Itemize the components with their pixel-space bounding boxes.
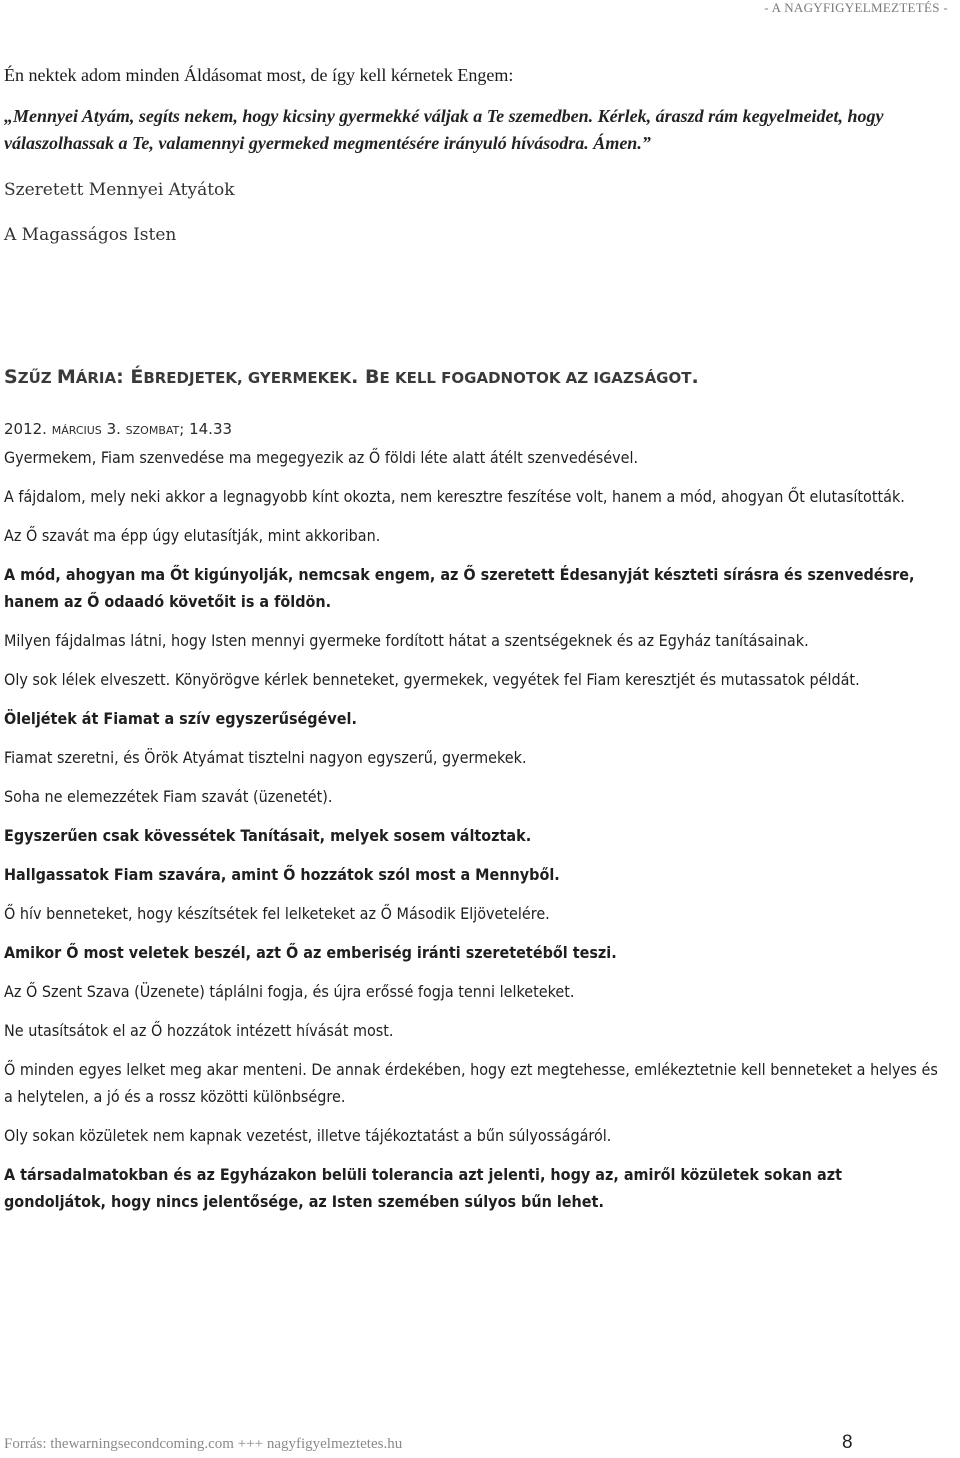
date-month: MÁRCIUS — [51, 424, 102, 437]
paragraph: Az Ő szavát ma épp úgy elutasítják, mint akkoriban. — [4, 526, 381, 545]
paragraph: Az Ő Szent Szava (Üzenete) táplálni fogja, és újra erőssé fogja tenni lelketeket. — [4, 982, 575, 1001]
intro-line: Én nektek adom minden Áldásomat most, de így kell kérnetek Engem: — [4, 65, 514, 85]
paragraph-bold: A mód, ahogyan ma Őt kigúnyolják, nemcsak engem, az Ő szeretett Édesanyját készteti sírásra és szenvedésre, hanem az Ő odaadó követőit is a földön. — [4, 565, 915, 611]
header-cap: N — [784, 0, 794, 15]
paragraph: Soha ne elemezzétek Fiam szavát (üzenetét). — [4, 787, 333, 806]
header-suffix: - — [939, 0, 948, 15]
date-day: 3. — [101, 420, 126, 438]
paragraph: Fiamat szeretni, és Örök Atyámat tisztelni nagyon egyszerű, gyermekek. — [4, 748, 527, 767]
title-part: ÁRIA — [75, 369, 117, 387]
paragraph: Ő hív benneteket, hogy készítsétek fel lelketeket az Ő Második Eljövetelére. — [4, 904, 550, 923]
paragraph: A fájdalom, mely neki akkor a legnagyobb kínt okozta, nem keresztre feszítése volt, hanem a mód, ahogyan Őt elutasították. — [4, 487, 905, 506]
paragraph: Oly sokan közületek nem kapnak vezetést, illetve tájékoztatást a bűn súlyosságáról. — [4, 1126, 612, 1145]
intro-section — [4, 62, 944, 249]
title-part: BREDJETEK, GYERMEKEK — [143, 369, 352, 387]
title-part: M — [56, 366, 76, 388]
title-part: : — [116, 366, 131, 388]
title-part: S — [4, 366, 18, 388]
signature-line-1: Szeretett Mennyei Atyátok — [4, 180, 235, 200]
message-body — [4, 444, 944, 1227]
paragraph-bold: Amikor Ő most veletek beszél, azt Ő az emberiség iránti szeretetéből teszi. — [4, 943, 617, 962]
message-title — [4, 366, 944, 388]
running-header — [764, 0, 948, 16]
paragraph: Milyen fájdalmas látni, hogy Isten mennyi gyermeke fordított hátat a szentségeknek és az Egyház tanításainak. — [4, 631, 809, 650]
signature-line-2: A Magasságos Isten — [4, 225, 177, 245]
title-part: . — [691, 366, 699, 388]
paragraph: Ne utasítsátok el az Ő hozzátok intézett hívását most. — [4, 1021, 394, 1040]
paragraph-bold: A társadalmatokban és az Egyházakon belüli tolerancia azt jelenti, hogy az, amiről közületek sokan azt gondoljátok, hogy nincs jelentősége, az Isten szemében súlyos bűn lehet. — [4, 1165, 842, 1211]
date-year: 2012. — [4, 420, 52, 438]
paragraph-bold: Hallgassatok Fiam szavára, amint Ő hozzátok szól most a Mennyből. — [4, 865, 560, 884]
paragraph: Oly sok lélek elveszett. Könyörögve kérlek benneteket, gyermekek, vegyétek fel Fiam keresztjét és mutassatok példát. — [4, 670, 860, 689]
date-weekday: SZOMBAT — [125, 424, 180, 437]
title-part: ZŰZ — [17, 369, 57, 387]
paragraph-bold: Egyszerűen csak kövessétek Tanításait, melyek sosem változtak. — [4, 826, 532, 845]
date-time: ; 14.33 — [179, 420, 233, 438]
paragraph: Ő minden egyes lelket meg akar menteni. De annak érdekében, hogy ezt megtehesse, emlékeztetnie kell benneteket a helyes és a helytelen, a jó és a rossz közötti különbségre. — [4, 1060, 938, 1106]
message-date — [4, 420, 232, 438]
page-number: 8 — [842, 1432, 853, 1453]
header-prefix: - A — [764, 0, 785, 15]
title-part: B — [365, 366, 380, 388]
paragraph: Gyermekem, Fiam szenvedése ma megegyezik az Ő földi léte alatt átélt szenvedésével. — [4, 448, 639, 467]
prayer-text: „Mennyei Atyám, segíts nekem, hogy kicsiny gyermekké váljak a Te szemedben. Kérlek, áraszd rám kegyelmeidet, hogy válaszolhassak a Te, valamennyi gyermeked megmentésére irányuló hívásodra. Ámen.” — [4, 106, 884, 153]
header-rest: AGYFIGYELMEZTETÉS — [793, 0, 940, 15]
paragraph-bold: Öleljétek át Fiamat a szív egyszerűségével. — [4, 709, 357, 728]
title-part: É — [130, 366, 144, 388]
title-part: . — [351, 366, 366, 388]
footer-source: Forrás: thewarningsecondcoming.com +++ nagyfigyelmeztetes.hu — [4, 1436, 403, 1452]
title-part: E KELL FOGADNOTOK AZ IGAZSÁGOT — [379, 369, 692, 387]
